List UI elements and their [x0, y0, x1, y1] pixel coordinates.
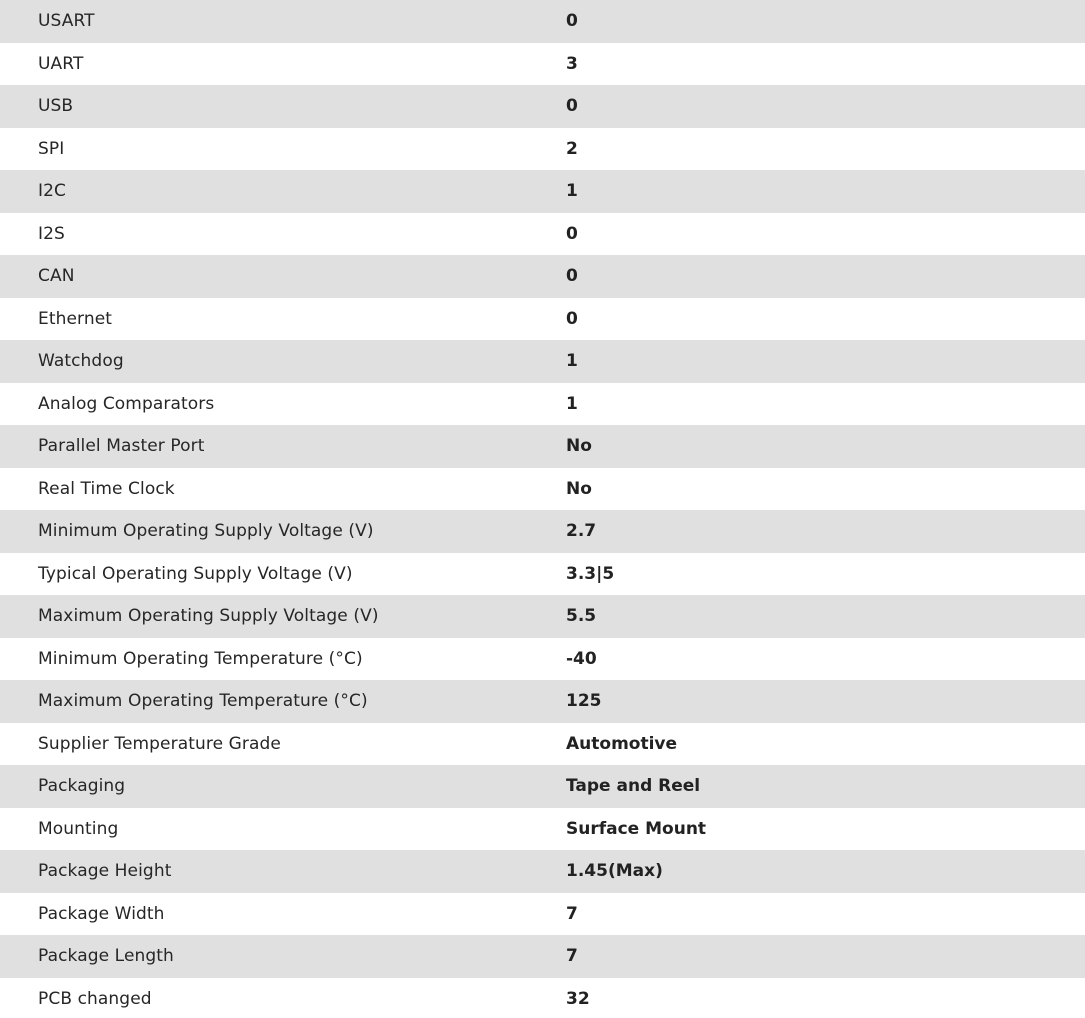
- spec-row-i2c: [0, 170, 1085, 213]
- spec-value: 3.3|5: [566, 563, 615, 584]
- spec-label: Package Length: [38, 946, 174, 967]
- spec-label: Minimum Operating Supply Voltage (V): [38, 521, 374, 542]
- spec-label: CAN: [38, 266, 75, 287]
- spec-value: -40: [566, 648, 597, 669]
- spec-value: 1: [566, 181, 578, 202]
- spec-value: 2.7: [566, 521, 597, 542]
- spec-label: Parallel Master Port: [38, 436, 205, 457]
- spec-row-packaging: [0, 765, 1085, 808]
- spec-value: 2: [566, 138, 578, 159]
- spec-row-can: [0, 255, 1085, 298]
- spec-value: 3: [566, 53, 578, 74]
- spec-value: 0: [566, 11, 578, 32]
- spec-row-pcb-changed: [0, 978, 1085, 1018]
- spec-value: 0: [566, 223, 578, 244]
- spec-row-analog-comparators: [0, 383, 1085, 426]
- spec-row-max-supply-voltage: [0, 595, 1085, 638]
- spec-row-uart: [0, 43, 1085, 86]
- spec-row-i2s: [0, 213, 1085, 256]
- spec-label: Watchdog: [38, 351, 124, 372]
- spec-row-temperature-grade: [0, 723, 1085, 766]
- spec-value: 1: [566, 393, 578, 414]
- spec-value: 0: [566, 266, 578, 287]
- spec-row-watchdog: [0, 340, 1085, 383]
- spec-row-package-height: [0, 850, 1085, 893]
- spec-value: 32: [566, 988, 590, 1009]
- spec-label: Real Time Clock: [38, 478, 175, 499]
- spec-row-parallel-master-port: [0, 425, 1085, 468]
- spec-value: No: [566, 436, 592, 457]
- spec-value: 5.5: [566, 606, 597, 627]
- spec-label: I2S: [38, 223, 65, 244]
- spec-row-spi: [0, 128, 1085, 171]
- spec-row-mounting: [0, 808, 1085, 851]
- spec-label: Minimum Operating Temperature (°C): [38, 648, 363, 669]
- spec-label: USART: [38, 11, 95, 32]
- spec-row-typ-supply-voltage: [0, 553, 1085, 596]
- spec-row-usb: [0, 85, 1085, 128]
- spec-label: USB: [38, 96, 74, 117]
- spec-label: Analog Comparators: [38, 393, 215, 414]
- spec-label: Ethernet: [38, 308, 113, 329]
- spec-label: Package Height: [38, 861, 172, 882]
- spec-label: Maximum Operating Temperature (°C): [38, 691, 368, 712]
- spec-label: PCB changed: [38, 988, 152, 1009]
- spec-value: 1.45(Max): [566, 861, 663, 882]
- spec-value: 0: [566, 96, 578, 117]
- spec-value: Tape and Reel: [566, 776, 701, 797]
- spec-label: Maximum Operating Supply Voltage (V): [38, 606, 379, 627]
- spec-row-package-width: [0, 893, 1085, 936]
- spec-label: Typical Operating Supply Voltage (V): [38, 563, 353, 584]
- spec-value: 1: [566, 351, 578, 372]
- spec-row-usart: [0, 0, 1085, 43]
- spec-value: 0: [566, 308, 578, 329]
- spec-label: Supplier Temperature Grade: [38, 733, 281, 754]
- spec-label: SPI: [38, 138, 65, 159]
- spec-value: 7: [566, 903, 578, 924]
- spec-row-real-time-clock: [0, 468, 1085, 511]
- spec-value: Surface Mount: [566, 818, 707, 839]
- spec-value: No: [566, 478, 592, 499]
- spec-value: 125: [566, 691, 602, 712]
- spec-label: I2C: [38, 181, 66, 202]
- spec-label: Packaging: [38, 776, 126, 797]
- spec-row-min-supply-voltage: [0, 510, 1085, 553]
- spec-label: Package Width: [38, 903, 165, 924]
- spec-label: Mounting: [38, 818, 119, 839]
- spec-row-ethernet: [0, 298, 1085, 341]
- spec-row-max-temperature: [0, 680, 1085, 723]
- spec-row-min-temperature: [0, 638, 1085, 681]
- spec-value: 7: [566, 946, 578, 967]
- spec-label: UART: [38, 53, 84, 74]
- spec-row-package-length: [0, 935, 1085, 978]
- spec-value: Automotive: [566, 733, 678, 754]
